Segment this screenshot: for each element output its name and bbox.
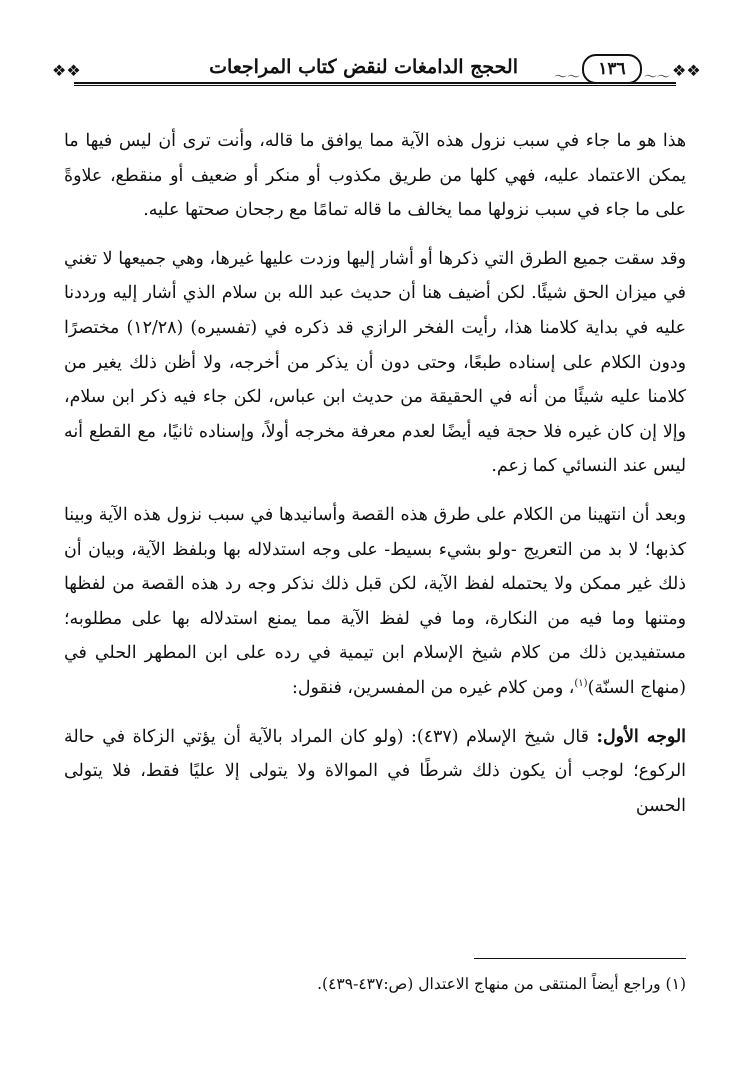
ornament-left-icon: ❖❖ — [52, 61, 81, 80]
footnote: (١) وراجع أيضاً المنتقى من منهاج الاعتدال (ص:٤٣٧-٤٣٩). — [317, 975, 686, 993]
paragraph-3-text: وبعد أن انتهينا من الكلام على طرق هذه القصة وأسانيدها في سبب نزول هذه الآية وبينا كذبها؛ لا بد من التعريج -ولو بشيء بسيط- على وجه استدلاله بها وبلفظ الآية، وبيان أن ذلك غير ممكن ولا يحتمله لفظ الآية، لكن قبل ذلك نذكر وجه رد هذه القصة من لفظها ومتنها وما فيه من النكارة، وما في لفظ الآية مما يمنع استدلاله بها على مطلوبه؛ مستفيدين ذلك من كلام شيخ الإسلام ابن تيمية في رده على ابن المطهر الحلي في (منهاج السنّة) — [64, 504, 686, 698]
paragraph-4-text: قال شيخ الإسلام (٤٣٧): (ولو كان المراد بالآية أن يؤتي الزكاة في حالة الركوع؛ لوجب أن يكون ذلك شرطًا في الموالاة ولا يتولى إلا عليًا فقط، فلا يتولى الحسن — [64, 726, 686, 816]
page-number: ١٣٦ — [582, 54, 642, 84]
ornament-right-icon: ❖❖ — [672, 61, 701, 80]
flourish-right-icon: 〜〜 — [644, 70, 671, 85]
paragraph-1: هذا هو ما جاء في سبب نزول هذه الآية مما يوافق ما قاله، وأنت ترى أن ليس فيها ما يمكن الاعتماد عليه، فهي كلها من طريق مكذوب أو منكر أو ضعيف أو منقطع، علاوةً على ما جاء في سبب نزولها مما يخالف ما قاله تمامًا مع رجحان صحتها عليه. — [64, 131, 686, 221]
paragraph-4 — [64, 720, 686, 824]
main-text — [64, 124, 686, 823]
footnote-reference: (١) — [574, 678, 588, 690]
header-rule-thin — [74, 85, 676, 86]
flourish-left-icon: 〜〜 — [554, 70, 581, 85]
paragraph-3-tail: ، ومن كلام غيره من المفسرين، فنقول: — [292, 677, 575, 698]
paragraph-4-lead: الوجه الأول: — [596, 726, 687, 747]
paragraph-2: وقد سقت جميع الطرق التي ذكرها أو أشار إليها وزدت عليها غيرها، وهي جميعها لا تغني في ميزان الحق شيئًا. لكن أضيف هنا أن حديث عبد الله بن سلام الذي أشار إليه ورددنا عليه في بداية كلامنا هذا، رأيت الفخر الرازي قد ذكره في (تفسيره) (١٢/٢٨) مختصرًا ودون الكلام على إسناده طبعًا، وحتى دون أن يذكر من أخرجه، ولا أظن ذلك يغير من كلامنا عليه شيئًا من أنه في الحقيقة من حديث ابن عباس، لكن جاء فيه ذكر ابن سلام، وإلا إن كان غيره فلا حجة فيه أيضًا لعدم معرفة مخرجه أولاً، وإسناده ثانيًا، مع القطع أنه ليس عند النسائي كما زعم. — [64, 248, 686, 477]
page-header — [52, 44, 701, 94]
header-rule — [74, 82, 676, 84]
running-title: الحجج الدامغات لنقض كتاب المراجعات — [209, 56, 518, 78]
footnote-separator — [474, 958, 686, 959]
paragraph-3 — [64, 498, 686, 706]
page-number-cartouche — [554, 54, 671, 85]
